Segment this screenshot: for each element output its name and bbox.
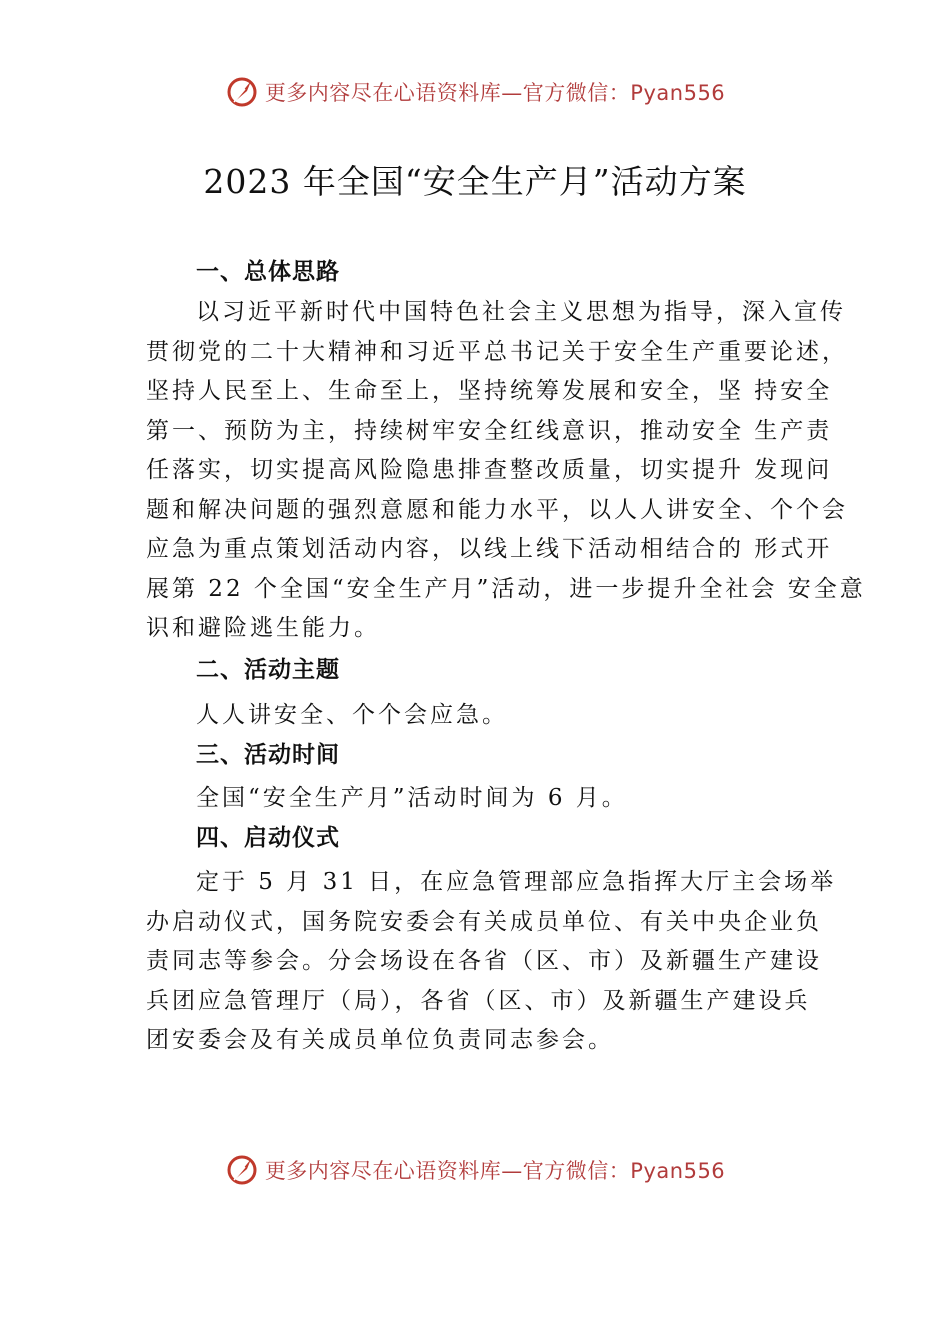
paragraph-line: 任落实，切实提高风险隐患排查整改质量，切实提升 发现问 xyxy=(146,457,833,483)
paragraph-line: 第一、预防为主，持续树牢安全红线意识，推动安全 生产责 xyxy=(146,418,833,444)
paragraph-line: 识和避险逃生能力。 xyxy=(146,615,380,641)
paragraph-line: 以习近平新时代中国特色社会主义思想为指导，深入宣传 xyxy=(196,299,846,325)
paragraph-line: 兵团应急管理厅（局），各省（区、市）及新疆生产建设兵 xyxy=(146,988,811,1014)
paragraph-line: 人人讲安全、个个会应急。 xyxy=(196,702,508,728)
paragraph-line: 展第 22 个全国“安全生产月”活动，进一步提升全社会 安全意 xyxy=(146,576,866,602)
paragraph-line: 题和解决问题的强烈意愿和能力水平，以人人讲安全、个个会 xyxy=(146,497,848,523)
section-heading: 一、总体思路 xyxy=(196,259,340,285)
footer-watermark xyxy=(0,1150,950,1190)
paragraph-line: 责同志等参会。分会场设在各省（区、市）及新疆生产建设 xyxy=(146,948,822,974)
paragraph-line: 定于 5 月 31 日，在应急管理部应急指挥大厅主会场举 xyxy=(196,869,837,895)
paragraph-line: 办启动仪式，国务院安委会有关成员单位、有关中央企业负 xyxy=(146,909,822,935)
watermark-text: 更多内容尽在心语资料库—官方微信：Pyan556 xyxy=(264,1159,726,1183)
watermark-text: 更多内容尽在心语资料库—官方微信：Pyan556 xyxy=(264,81,726,105)
section-heading: 三、活动时间 xyxy=(196,742,340,768)
paragraph-line: 坚持人民至上、生命至上，坚持统筹发展和安全，坚 持安全 xyxy=(146,378,833,404)
document-title: 2023 年全国“安全生产月”活动方案 xyxy=(203,162,747,201)
paragraph-line: 应急为重点策划活动内容，以线上线下活动相结合的 形式开 xyxy=(146,536,833,562)
paragraph-line: 全国“安全生产月”活动时间为 6 月。 xyxy=(196,785,628,811)
section-heading: 四、启动仪式 xyxy=(196,825,340,851)
header-watermark xyxy=(0,72,950,112)
paragraph-line: 贯彻党的二十大精神和习近平总书记关于安全生产重要论述， xyxy=(146,339,848,365)
section-heading: 二、活动主题 xyxy=(196,657,340,683)
quill-logo-icon xyxy=(225,1153,259,1187)
quill-logo-icon xyxy=(225,75,259,109)
paragraph-line: 团安委会及有关成员单位负责同志参会。 xyxy=(146,1027,614,1053)
